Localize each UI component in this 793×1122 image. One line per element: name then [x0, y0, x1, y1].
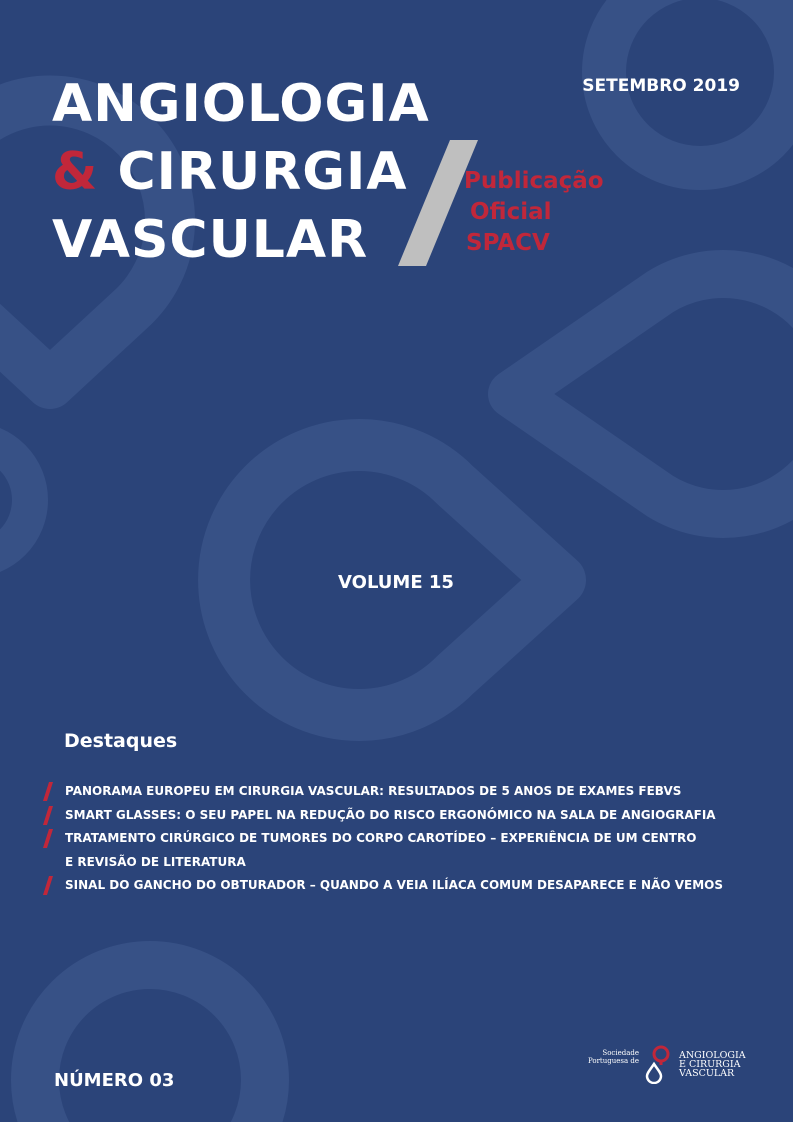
- issue-date: SETEMBRO 2019: [582, 76, 740, 96]
- official-publication-label: [464, 166, 604, 259]
- title-line-1: ANGIOLOGIA: [52, 74, 430, 134]
- highlights-list: [40, 780, 760, 898]
- issue-number: NÚMERO 03: [54, 1070, 175, 1091]
- highlight-item: [40, 780, 760, 804]
- highlight-item-text-continued: E REVISÃO DE LITERATURA: [65, 854, 246, 869]
- society-logo-small-line-1: Sociedade: [602, 1049, 639, 1057]
- title-line-2-text: CIRURGIA: [98, 142, 408, 202]
- journal-title: [52, 70, 430, 274]
- bg-ring-bottom-left: [35, 965, 265, 1122]
- bg-drop-shape-right: [512, 274, 793, 514]
- society-logo-name: [679, 1051, 746, 1078]
- volume-label: VOLUME 15: [338, 572, 454, 593]
- highlight-item-text: SINAL DO GANCHO DO OBTURADOR – QUANDO A VEIA ILÍACA COMUM DESAPARECE E NÃO VEMOS: [65, 878, 724, 892]
- highlight-item-text: PANORAMA EUROPEU EM CIRURGIA VASCULAR: RESULTADOS DE 5 ANOS DE EXAMES FEBVS: [65, 784, 682, 798]
- publication-line-1: Publicação: [464, 168, 604, 194]
- highlight-item-text: TRATAMENTO CIRÚRGICO DE TUMORES DO CORPO CAROTÍDEO – EXPERIÊNCIA DE UM CENTRO: [65, 831, 697, 845]
- society-logo-small-text: [588, 1049, 639, 1065]
- highlight-item: [40, 804, 760, 828]
- red-slash-bullet-icon: [43, 806, 53, 825]
- highlight-item: [40, 874, 760, 898]
- publication-line-3: SPACV: [466, 230, 550, 256]
- title-line-3: VASCULAR: [52, 210, 369, 270]
- society-logo-small-line-2: Portuguesa de: [587, 1057, 639, 1065]
- publication-line-2: Oficial: [470, 199, 552, 225]
- highlights-heading: Destaques: [64, 730, 178, 752]
- red-slash-bullet-icon: [43, 829, 53, 848]
- society-logo-line-2: E CIRURGIA: [679, 1059, 741, 1070]
- red-slash-bullet-icon: [43, 782, 53, 801]
- bg-ring-mid-left: [0, 440, 30, 560]
- blood-drop-logo-icon: [645, 1044, 671, 1084]
- title-line-2: [52, 138, 430, 206]
- society-logo: [583, 1043, 753, 1085]
- society-logo-line-1: ANGIOLOGIA: [679, 1050, 746, 1061]
- title-ampersand: &: [52, 142, 99, 202]
- red-slash-bullet-icon: [43, 876, 53, 895]
- society-logo-line-3: VASCULAR: [679, 1068, 735, 1079]
- highlight-item: [40, 827, 760, 874]
- highlight-item-text: SMART GLASSES: O SEU PAPEL NA REDUÇÃO DO RISCO ERGONÓMICO NA SALA DE ANGIOGRAFIA: [65, 807, 716, 822]
